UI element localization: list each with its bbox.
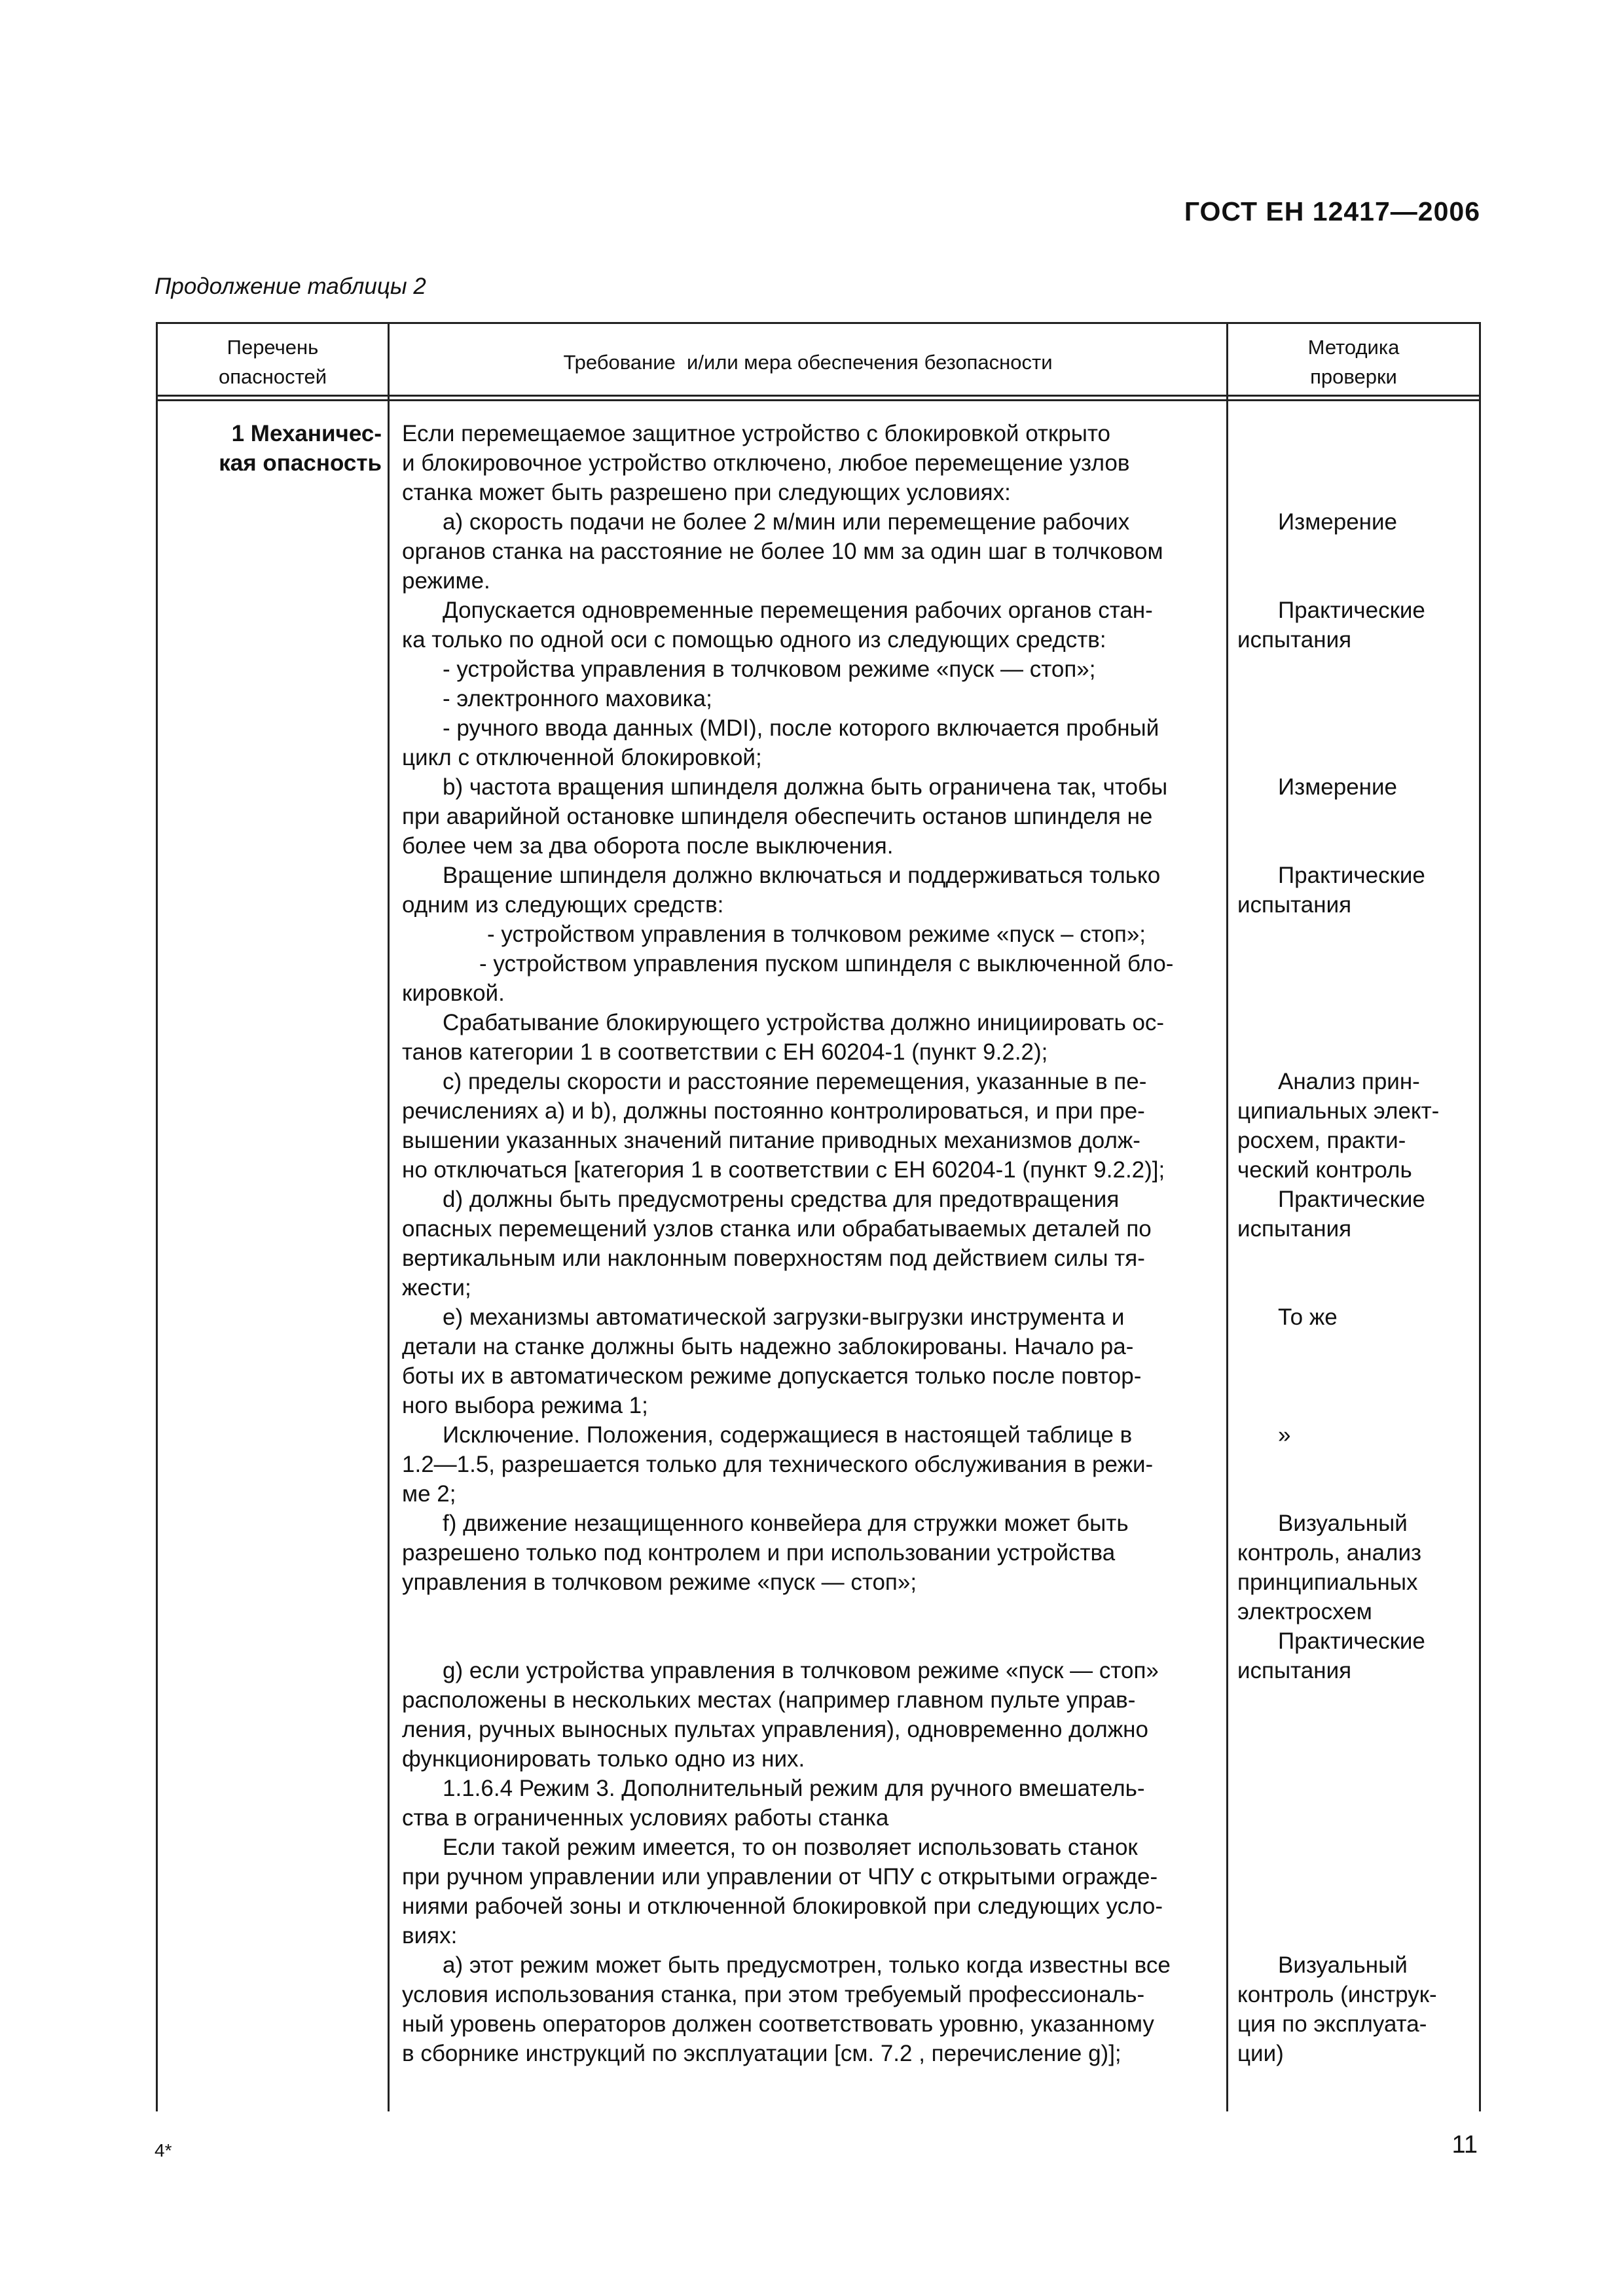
requirement-line: 1.1.6.4 Режим 3. Дополнительный режим для ручного вмешатель-: [443, 1776, 1145, 1801]
method-line: [1237, 831, 1478, 861]
method-line: контроль (инструк-: [1237, 1982, 1437, 2007]
method-cell: [1237, 419, 1478, 2068]
method-line: ции): [1237, 2041, 1284, 2066]
requirement-line: условия использования станка, при этом требуемый профессиональ-: [402, 1982, 1145, 2007]
requirement-line: но отключаться [категория 1 в соответствии с ЕН 60204-1 (пункт 9.2.2)];: [402, 1157, 1165, 1183]
method-line: То же: [1278, 1304, 1338, 1330]
document-number: ГОСТ ЕН 12417—2006: [1184, 196, 1480, 226]
method-line: Визуальный: [1278, 1952, 1408, 1978]
header-divider: [158, 395, 1479, 397]
header-text: проверки: [1310, 365, 1397, 388]
method-line: испытания: [1237, 1216, 1352, 1242]
method-line: Практические: [1278, 863, 1425, 888]
requirement-line: ный уровень операторов должен соответствовать уровню, указанному: [402, 2011, 1154, 2037]
requirement-line: опасных перемещений узлов станка или обрабатываемых деталей по: [402, 1216, 1152, 1242]
method-line: [1237, 1008, 1478, 1037]
requirement-line: - устройством управления в толчковом режиме «пуск – стоп»;: [487, 922, 1146, 947]
method-line: испытания: [1237, 1658, 1352, 1683]
requirement-line: ного выбора режима 1;: [402, 1393, 648, 1418]
requirements-table: [156, 322, 1481, 2111]
requirement-line: c) пределы скорости и расстояние перемещения, указанные в пе-: [443, 1069, 1147, 1094]
requirement-line: - устройством управления пуском шпинделя с выключенной бло-: [479, 951, 1174, 977]
method-line: [1237, 1450, 1478, 1479]
requirement-line: управления в толчковом режиме «пуск — стоп»;: [402, 1570, 917, 1595]
column-divider: [1226, 324, 1228, 2111]
method-line: [1237, 1391, 1478, 1420]
method-line: ципиальных элект-: [1237, 1098, 1440, 1124]
method-line: [1237, 1921, 1478, 1950]
requirement-line: расположены в нескольких местах (например главном пульте управ-: [402, 1687, 1136, 1713]
requirement-line: d) должны быть предусмотрены средства для предотвращения: [443, 1187, 1120, 1212]
requirement-line: при ручном управлении или управлении от ЧПУ с открытыми огражде-: [402, 1864, 1158, 1890]
method-line: [1237, 566, 1478, 596]
method-line: ция по эксплуата-: [1237, 2011, 1427, 2037]
footer-mark: 4*: [155, 2140, 172, 2161]
requirement-line: ства в ограниченных условиях работы станка: [402, 1805, 889, 1831]
requirement-line: [402, 1597, 1221, 1626]
requirement-line: одним из следующих средств:: [402, 892, 724, 918]
header-text: Методика: [1307, 336, 1400, 359]
header-text: Требование и/или мера обеспечения безопасности: [563, 350, 1053, 374]
hazard-cell: [196, 419, 382, 478]
requirement-line: ка только по одной оси с помощью одного из следующих средств:: [402, 627, 1106, 653]
method-line: [1237, 949, 1478, 978]
method-line: [1237, 713, 1478, 743]
method-line: »: [1278, 1422, 1291, 1448]
requirement-line: а) скорость подачи не более 2 м/мин или перемещение рабочих: [443, 509, 1130, 535]
requirement-line: при аварийной остановке шпинделя обеспечить останов шпинделя не: [402, 804, 1153, 829]
method-line: [1237, 978, 1478, 1008]
requirement-line: жести;: [402, 1275, 471, 1300]
requirement-line: кировкой.: [402, 980, 505, 1006]
method-line: Измерение: [1278, 774, 1398, 800]
requirement-line: 1.2—1.5, разрешается только для технического обслуживания в режи-: [402, 1452, 1154, 1477]
method-line: Практические: [1278, 1187, 1425, 1212]
requirement-line: Исключение. Положения, содержащиеся в настоящей таблице в: [443, 1422, 1133, 1448]
requirement-line: и блокировочное устройство отключено, любое перемещение узлов: [402, 450, 1130, 476]
requirement-line: более чем за два оборота после выключения.: [402, 833, 894, 859]
method-line: Анализ прин-: [1278, 1069, 1420, 1094]
requirement-line: цикл с отключенной блокировкой;: [402, 745, 762, 770]
method-line: принципиальных: [1237, 1570, 1418, 1595]
method-line: [1237, 1479, 1478, 1509]
method-line: [1237, 1892, 1478, 1921]
requirement-line: станка может быть разрешено при следующих условиях:: [402, 480, 1011, 505]
method-line: электросхем: [1237, 1599, 1372, 1624]
method-line: [1237, 655, 1478, 684]
column-header-hazards: [158, 329, 388, 395]
method-line: [1237, 1862, 1478, 1892]
requirement-line: боты их в автоматическом режиме допускается только после повтор-: [402, 1363, 1142, 1389]
method-line: контроль, анализ: [1237, 1540, 1422, 1566]
method-line: испытания: [1237, 627, 1352, 653]
method-line: [1237, 1685, 1478, 1715]
requirement-line: Срабатывание блокирующего устройства должно инициировать ос-: [443, 1010, 1165, 1035]
page-number: 11: [1451, 2131, 1478, 2159]
requirement-line: виях:: [402, 1923, 458, 1948]
requirement-line: Вращение шпинделя должно включаться и поддерживаться только: [443, 863, 1161, 888]
requirement-line: вертикальным или наклонным поверхностям под действием силы тя-: [402, 1246, 1145, 1271]
table-caption: Продолжение таблицы 2: [155, 274, 426, 299]
requirement-line: а) этот режим может быть предусмотрен, только когда известны все: [443, 1952, 1171, 1978]
requirement-line: - устройства управления в толчковом режиме «пуск — стоп»;: [443, 656, 1096, 682]
method-line: Практические: [1278, 1628, 1425, 1654]
method-line: ческий контроль: [1237, 1157, 1412, 1183]
requirement-line: ления, ручных выносных пультах управления), одновременно должно: [402, 1717, 1148, 1742]
column-divider: [388, 324, 390, 2111]
method-line: [1237, 1037, 1478, 1067]
requirement-cell: [402, 419, 1221, 2068]
method-line: [1237, 1332, 1478, 1361]
column-header-method: [1228, 329, 1479, 395]
requirement-line: функционировать только одно из них.: [402, 1746, 805, 1772]
method-line: Практические: [1278, 598, 1425, 623]
method-line: [1237, 1715, 1478, 1744]
header-text: Перечень: [227, 336, 319, 359]
header-text: опасностей: [218, 365, 327, 388]
requirement-line: ниями рабочей зоны и отключенной блокировкой при следующих усло-: [402, 1893, 1163, 1919]
requirement-line: вышении указанных значений питание приводных механизмов долж-: [402, 1128, 1140, 1153]
requirement-line: в сборнике инструкций по эксплуатации [см. 7.2 , перечисление g)];: [402, 2041, 1122, 2066]
method-line: [1237, 419, 1478, 448]
requirement-line: разрешено только под контролем и при использовании устройства: [402, 1540, 1116, 1566]
requirement-line: ме 2;: [402, 1481, 456, 1507]
header-divider: [158, 399, 1479, 401]
requirement-line: детали на станке должны быть надежно заблокированы. Начало ра-: [402, 1334, 1134, 1359]
requirement-line: Допускается одновременные перемещения рабочих органов стан-: [443, 598, 1153, 623]
method-line: Визуальный: [1278, 1511, 1408, 1536]
method-line: [1237, 743, 1478, 772]
requirement-line: органов станка на расстояние не более 10 мм за один шаг в толчковом: [402, 539, 1163, 564]
method-line: [1237, 1273, 1478, 1302]
requirement-line: режиме.: [402, 568, 490, 594]
requirement-line: - электронного маховика;: [443, 686, 712, 711]
method-line: [1237, 1244, 1478, 1273]
requirement-line: Если перемещаемое защитное устройство с блокировкой открыто: [402, 421, 1110, 446]
requirement-line: g) если устройства управления в толчковом режиме «пуск — стоп»: [443, 1658, 1159, 1683]
method-line: [1237, 1361, 1478, 1391]
requirement-line: - ручного ввода данных (MDI), после которого включается пробный: [443, 715, 1159, 741]
column-header-requirement: [390, 329, 1226, 395]
method-line: [1237, 1833, 1478, 1862]
method-line: [1237, 478, 1478, 507]
requirement-line: танов категории 1 в соответствии с ЕН 60204-1 (пункт 9.2.2);: [402, 1039, 1048, 1065]
requirement-line: Если такой режим имеется, то он позволяет использовать станок: [443, 1835, 1138, 1860]
method-line: Измерение: [1278, 509, 1398, 535]
requirement-line: [402, 1626, 1221, 1656]
method-line: [1237, 1744, 1478, 1774]
method-line: [1237, 537, 1478, 566]
method-line: [1237, 920, 1478, 949]
method-line: [1237, 684, 1478, 713]
method-line: [1237, 1774, 1478, 1803]
method-line: росхем, практи-: [1237, 1128, 1406, 1153]
method-line: [1237, 1803, 1478, 1833]
method-line: [1237, 448, 1478, 478]
hazard-title: кая опасность: [219, 450, 382, 476]
requirement-line: b) частота вращения шпинделя должна быть ограничена так, чтобы: [443, 774, 1168, 800]
requirement-line: речислениях а) и b), должны постоянно контролироваться, и при пре-: [402, 1098, 1145, 1124]
method-line: [1237, 802, 1478, 831]
method-line: испытания: [1237, 892, 1352, 918]
hazard-title: 1 Механичес-: [231, 421, 382, 446]
requirement-line: f) движение незащищенного конвейера для стружки может быть: [443, 1511, 1129, 1536]
requirement-line: e) механизмы автоматической загрузки-выгрузки инструмента и: [443, 1304, 1125, 1330]
